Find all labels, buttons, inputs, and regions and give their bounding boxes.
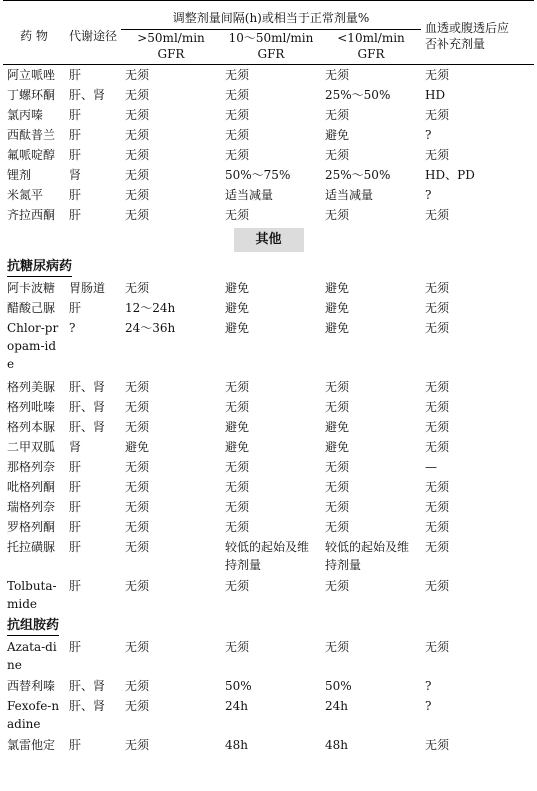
table-row [3,65,534,86]
gfr-mid-cell: 无须 [225,148,250,162]
gfr-mid-cell: 避免 [225,281,250,295]
drug-name: 罗格列酮 [7,520,56,534]
dialysis-cell: 无须 [425,520,450,534]
dialysis-cell: 无须 [425,400,450,414]
gfr-high-cell: 无须 [125,520,150,534]
route-cell: 肝 [69,500,82,514]
section-heading-row [3,615,534,637]
route-cell: 肝 [69,579,82,593]
drug-name: 齐拉西酮 [7,208,56,222]
gfr-low-cell: 24h [325,699,348,713]
route-cell: 肝 [69,301,82,315]
gfr-high-cell: 无须 [125,460,150,474]
gfr-low-cell: 无须 [325,460,350,474]
dialysis-cell: ? [425,679,432,693]
gfr-mid-cell: 避免 [225,440,250,454]
gfr-mid-cell: 无须 [225,88,250,102]
drug-name: 阿立哌唑 [7,68,56,82]
gfr-low-cell: 48h [325,738,348,752]
gfr-low-cell: 无须 [325,520,350,534]
drug-name: 阿卡波糖 [7,281,56,295]
route-cell: ? [69,321,76,335]
drug-name: 那格列奈 [7,460,56,474]
gfr-high-cell: 24～36h [125,321,176,335]
gfr-low-value: <10ml/min [337,31,405,45]
header-route: 代谢途径 [69,28,118,43]
gfr-mid-cell: 避免 [225,301,250,315]
gfr-low-cell: 避免 [325,321,350,335]
gfr-low-cell: 无须 [325,500,350,514]
other-divider-row [3,225,534,256]
route-cell: 肾 [69,440,82,454]
gfr-low-cell: 避免 [325,128,350,142]
route-cell: 肝、肾 [69,679,106,693]
header-drug: 药 物 [20,28,48,43]
route-cell: 肝、肾 [69,380,106,394]
drug-name: 瑞格列奈 [7,500,56,514]
drug-name: 托拉磺脲 [7,540,56,554]
dialysis-cell: 无须 [425,108,450,122]
route-cell: 肝 [69,738,82,752]
gfr-mid-cell: 无须 [225,460,250,474]
table-row [3,105,534,125]
route-cell: 肝 [69,480,82,494]
gfr-high-cell: 无须 [125,148,150,162]
dialysis-cell: 无须 [425,500,450,514]
gfr-mid-cell: 无须 [225,579,250,593]
drug-name: 西酞普兰 [7,128,56,142]
table-row [3,457,534,477]
gfr-low-cell: 避免 [325,440,350,454]
gfr-mid-cell: 避免 [225,420,250,434]
gfr-high-cell: 无须 [125,640,150,654]
drug-name: 氟哌啶醇 [7,148,56,162]
header-dialysis-line1: 血透或腹透后应 [425,20,510,35]
table-row [3,417,534,437]
dialysis-cell: HD [425,88,446,102]
dosage-table [3,0,534,755]
table-row [3,377,534,397]
gfr-mid-cell: 无须 [225,640,250,654]
gfr-mid-cell: 48h [225,738,248,752]
gfr-low-cell: 无须 [325,480,350,494]
dialysis-cell: 无须 [425,68,450,82]
dialysis-cell: 无须 [425,540,450,554]
gfr-label: GFR [357,47,385,61]
gfr-low-cell: 25%～50% [325,88,391,102]
dialysis-cell: 无须 [425,440,450,454]
header-gfr-mid [221,30,321,65]
table-row [3,537,534,576]
gfr-low-cell: 避免 [325,301,350,315]
gfr-mid-cell: 50% [225,679,252,693]
header-gfr-high [121,30,221,65]
dialysis-cell: 无须 [425,301,450,315]
gfr-mid-value: 10～50ml/min [228,31,314,45]
header-dialysis [421,1,534,65]
gfr-high-cell: 无须 [125,68,150,82]
table-row [3,696,534,735]
table-header [3,1,534,65]
drug-name: 醋酸己脲 [7,301,56,315]
gfr-low-cell: 无须 [325,579,350,593]
drug-name: 格列美脲 [7,380,56,394]
route-cell: 肝 [69,208,82,222]
dialysis-cell: 无须 [425,281,450,295]
table-row [3,125,534,145]
gfr-high-cell: 无须 [125,540,150,554]
section-antihistamine-title: 抗组胺药 [7,617,59,636]
dialysis-cell: 无须 [425,738,450,752]
drug-name: 吡格列酮 [7,480,56,494]
route-cell: 肝 [69,148,82,162]
dialysis-cell: 无须 [425,380,450,394]
table-row [3,477,534,497]
gfr-high-cell: 无须 [125,400,150,414]
table-row [3,205,534,225]
table-row [3,185,534,205]
route-cell: 肝 [69,520,82,534]
dialysis-cell: 无须 [425,579,450,593]
gfr-low-cell: 无须 [325,68,350,82]
gfr-high-cell: 无须 [125,108,150,122]
gfr-label: GFR [257,47,285,61]
gfr-mid-cell: 无须 [225,128,250,142]
header-dialysis-line2: 否补充剂量 [425,36,486,51]
gfr-high-cell: 无须 [125,679,150,693]
dialysis-cell: 无须 [425,420,450,434]
route-cell: 肾 [69,168,82,182]
drug-name: Fexofe-nadine [7,699,60,731]
table-row [3,278,534,298]
gfr-low-cell: 避免 [325,420,350,434]
gfr-mid-cell: 无须 [225,480,250,494]
route-cell: 肝 [69,540,82,554]
table-row [3,637,534,676]
gfr-mid-cell: 适当减量 [225,188,274,202]
gfr-low-cell: 无须 [325,640,350,654]
route-cell: 肝 [69,108,82,122]
table-row [3,676,534,696]
drug-name: 锂剂 [7,168,32,182]
route-cell: 肝、肾 [69,400,106,414]
gfr-low-cell: 无须 [325,148,350,162]
route-cell: 肝、肾 [69,420,106,434]
gfr-mid-cell: 无须 [225,520,250,534]
gfr-low-cell: 避免 [325,281,350,295]
gfr-high-cell: 无须 [125,281,150,295]
gfr-low-cell: 适当减量 [325,188,374,202]
route-cell: 肝、肾 [69,699,106,713]
route-cell: 肝 [69,68,82,82]
dialysis-cell: HD、PD [425,168,475,182]
gfr-low-cell: 50% [325,679,352,693]
table-body [3,65,534,756]
gfr-low-cell: 25%～50% [325,168,391,182]
table-row [3,517,534,537]
drug-name: Tolbuta-mide [7,579,57,611]
section-heading-row [3,256,534,278]
dialysis-cell: ? [425,128,432,142]
drug-name: 格列本脲 [7,420,56,434]
gfr-mid-cell: 无须 [225,208,250,222]
gfr-low-cell: 无须 [325,208,350,222]
dialysis-cell: 无须 [425,208,450,222]
gfr-low-cell: 无须 [325,380,350,394]
gfr-low-cell: 无须 [325,108,350,122]
gfr-mid-cell: 无须 [225,400,250,414]
header-adjust: 调整剂量间隔(h)或相当于正常剂量% [121,1,421,30]
gfr-high-cell: 避免 [125,440,150,454]
gfr-high-cell: 无须 [125,699,150,713]
gfr-mid-cell: 避免 [225,321,250,335]
drug-name: Chlor-propam-ide [7,321,59,371]
table-row [3,298,534,318]
table-row [3,145,534,165]
dialysis-cell: 无须 [425,148,450,162]
drug-name: 格列吡嗪 [7,400,56,414]
gfr-mid-cell: 无须 [225,380,250,394]
route-cell: 肝 [69,128,82,142]
gfr-high-cell: 无须 [125,208,150,222]
gfr-mid-cell: 50%～75% [225,168,291,182]
section-antidiabetic-title: 抗糖尿病药 [7,258,72,277]
gfr-mid-cell: 较低的起始及维持剂量 [225,540,310,572]
drug-name: 二甲双胍 [7,440,56,454]
drug-name: 米氮平 [7,188,44,202]
gfr-low-cell: 较低的起始及维持剂量 [325,540,410,572]
dialysis-cell: — [425,460,438,474]
table-row [3,437,534,457]
header-gfr-low [321,30,421,65]
gfr-low-cell: 无须 [325,400,350,414]
route-cell: 肝 [69,188,82,202]
gfr-high-cell: 无须 [125,188,150,202]
route-cell: 肝 [69,640,82,654]
table-row [3,397,534,417]
dialysis-cell: 无须 [425,480,450,494]
table-row [3,735,534,755]
gfr-high-cell: 无须 [125,738,150,752]
gfr-high-cell: 无须 [125,168,150,182]
gfr-mid-cell: 24h [225,699,248,713]
drug-name: 氯雷他定 [7,738,56,752]
dialysis-cell: 无须 [425,640,450,654]
drug-name: 西替利嗪 [7,679,56,693]
route-cell: 胃肠道 [69,281,106,295]
gfr-mid-cell: 无须 [225,108,250,122]
gfr-high-cell: 12～24h [125,301,176,315]
gfr-high-cell: 无须 [125,579,150,593]
gfr-label: GFR [157,47,185,61]
dialysis-cell: ? [425,188,432,202]
drug-name: 丁螺环酮 [7,88,56,102]
gfr-high-cell: 无须 [125,128,150,142]
route-cell: 肝 [69,460,82,474]
gfr-high-cell: 无须 [125,500,150,514]
drug-name: Azata-dine [7,640,57,672]
table-row [3,85,534,105]
gfr-high-cell: 无须 [125,420,150,434]
table-row [3,318,534,377]
dialysis-cell: ? [425,699,432,713]
route-cell: 肝、肾 [69,88,106,102]
drug-name: 氯丙嗪 [7,108,44,122]
table-row [3,497,534,517]
gfr-high-value: >50ml/min [137,31,205,45]
dialysis-cell: 无须 [425,321,450,335]
gfr-high-cell: 无须 [125,380,150,394]
gfr-high-cell: 无须 [125,88,150,102]
gfr-mid-cell: 无须 [225,500,250,514]
other-label: 其他 [234,228,304,252]
table-row [3,165,534,185]
gfr-high-cell: 无须 [125,480,150,494]
gfr-mid-cell: 无须 [225,68,250,82]
table-row [3,576,534,615]
